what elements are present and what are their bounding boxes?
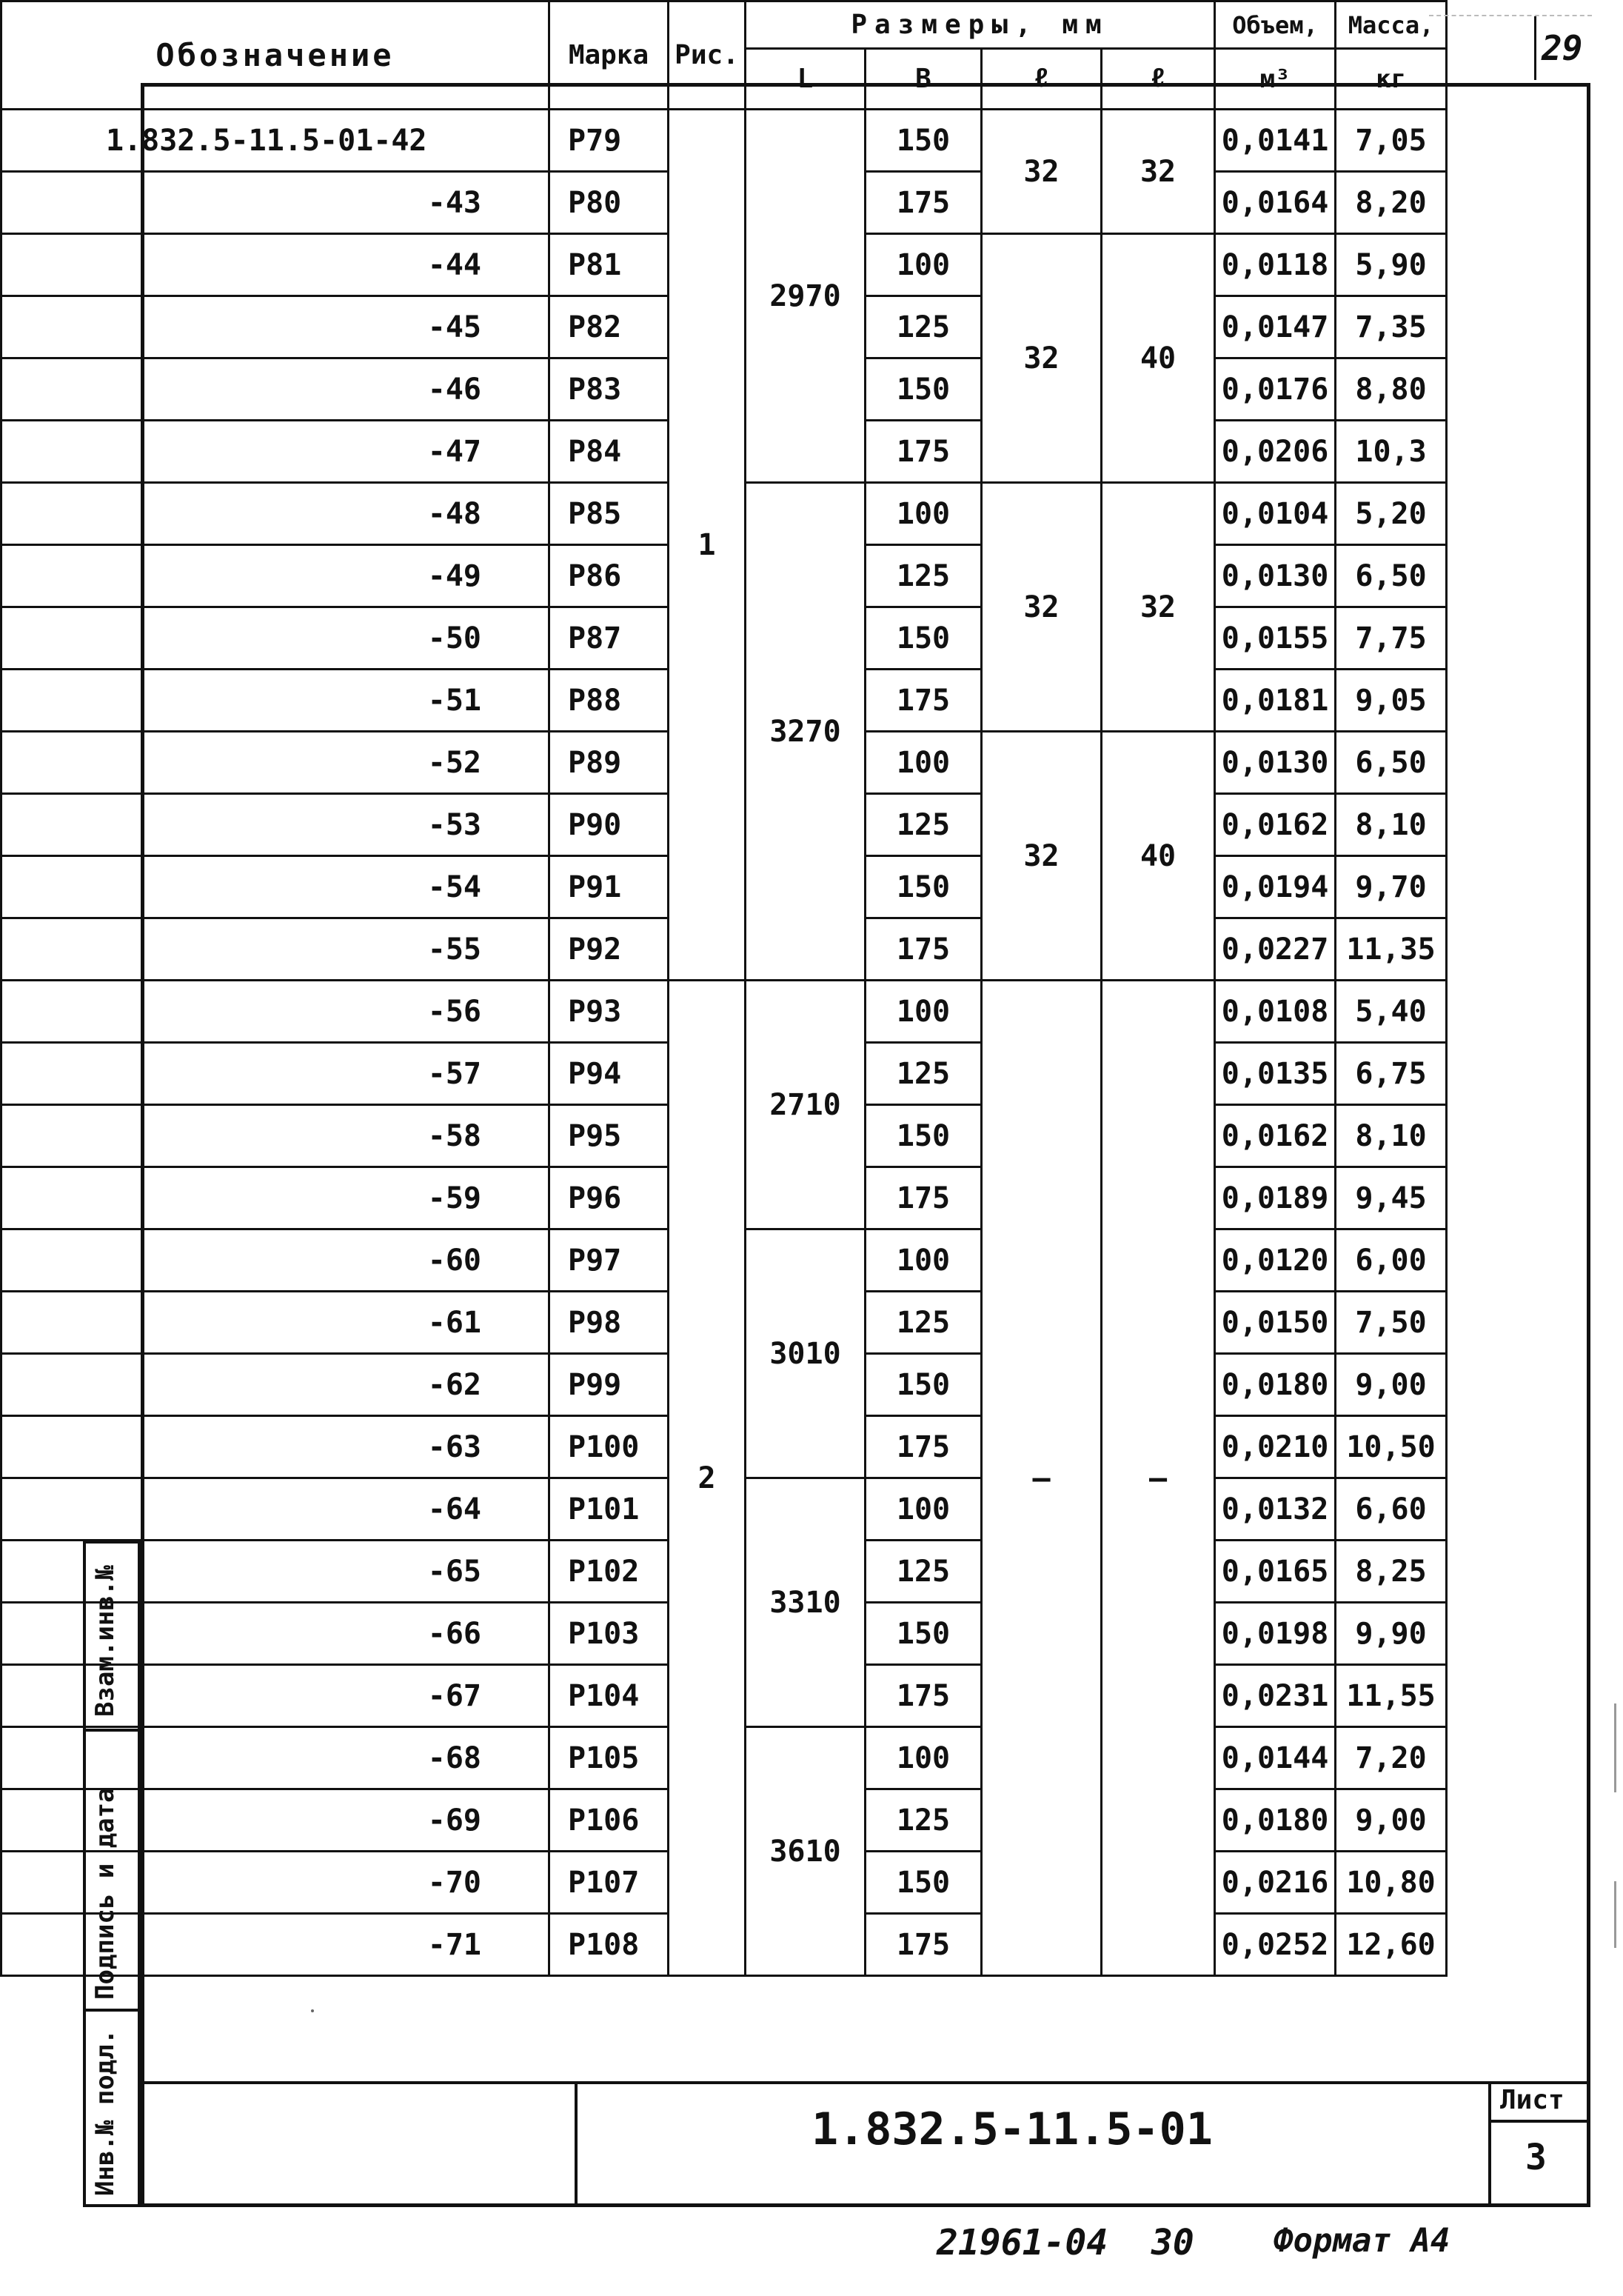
mark-cell: Р107 (549, 1852, 669, 1914)
header-mark: Марка (549, 1, 669, 110)
footer-copy: 30 (1151, 2222, 1194, 2263)
designation-cell: -70 (1, 1852, 549, 1914)
mark-cell: Р108 (549, 1914, 669, 1976)
width-cell: 125 (866, 545, 982, 607)
designation-cell: -57 (1, 1043, 549, 1105)
b-cell: 40 (1102, 732, 1215, 981)
width-cell: 175 (866, 1167, 982, 1229)
mass-cell: 8,20 (1336, 172, 1447, 234)
stamp-divider (575, 2081, 578, 2207)
mass-cell: 8,10 (1336, 1105, 1447, 1167)
designation-cell: -66 (1, 1603, 549, 1665)
designation-cell: -58 (1, 1105, 549, 1167)
length-cell: 3010 (746, 1229, 866, 1478)
header-L: L (746, 49, 866, 110)
width-cell: 175 (866, 421, 982, 483)
mass-cell: 7,50 (1336, 1292, 1447, 1354)
mark-cell: Р96 (549, 1167, 669, 1229)
volume-cell: 0,0210 (1215, 1416, 1336, 1478)
header-volume-unit: м³ (1215, 49, 1336, 110)
volume-cell: 0,0130 (1215, 545, 1336, 607)
designation-cell: -60 (1, 1229, 549, 1292)
width-cell: 125 (866, 794, 982, 856)
volume-cell: 0,0162 (1215, 1105, 1336, 1167)
width-cell: 100 (866, 1478, 982, 1541)
width-cell: 175 (866, 1665, 982, 1727)
mass-cell: 11,55 (1336, 1665, 1447, 1727)
width-cell: 175 (866, 918, 982, 981)
drawing-frame (141, 83, 1590, 2207)
width-cell: 100 (866, 732, 982, 794)
mass-cell: 7,20 (1336, 1727, 1447, 1789)
document-code: 1.832.5-11.5-01 (812, 2103, 1213, 2155)
mark-cell: Р92 (549, 918, 669, 981)
length-cell: 3270 (746, 483, 866, 981)
mark-cell: Р98 (549, 1292, 669, 1354)
header-volume: Объем, (1215, 1, 1336, 49)
figure-cell: 1 (669, 110, 746, 981)
b-cell: 40 (1102, 234, 1215, 483)
designation-cell: -50 (1, 607, 549, 670)
header-mass: Масса, (1336, 1, 1447, 49)
b-cell: — (1102, 981, 1215, 1976)
volume-cell: 0,0104 (1215, 483, 1336, 545)
volume-cell: 0,0162 (1215, 794, 1336, 856)
header-B: B (866, 49, 982, 110)
strip-replacement-inv: Взам.инв.№ (90, 1565, 120, 1717)
length-cell: 3310 (746, 1478, 866, 1727)
mass-cell: 6,50 (1336, 545, 1447, 607)
volume-cell: 0,0144 (1215, 1727, 1336, 1789)
header-mass-unit: кг (1336, 49, 1447, 110)
mark-cell: Р91 (549, 856, 669, 918)
volume-cell: 0,0227 (1215, 918, 1336, 981)
width-cell: 150 (866, 358, 982, 421)
volume-cell: 0,0155 (1215, 607, 1336, 670)
mark-cell: Р104 (549, 1665, 669, 1727)
width-cell: 175 (866, 172, 982, 234)
mark-cell: Р102 (549, 1541, 669, 1603)
header-figure: Рис. (669, 1, 746, 110)
mark-cell: Р81 (549, 234, 669, 296)
length-cell: 2710 (746, 981, 866, 1229)
volume-cell: 0,0231 (1215, 1665, 1336, 1727)
width-cell: 175 (866, 1416, 982, 1478)
mass-cell: 10,3 (1336, 421, 1447, 483)
designation-cell: -65 (1, 1541, 549, 1603)
mass-cell: 11,35 (1336, 918, 1447, 981)
volume-cell: 0,0176 (1215, 358, 1336, 421)
designation-cell: -56 (1, 981, 549, 1043)
designation-cell: -68 (1, 1727, 549, 1789)
volume-cell: 0,0120 (1215, 1229, 1336, 1292)
stamp-top-rule (141, 2081, 1590, 2084)
mark-cell: Р88 (549, 670, 669, 732)
designation-cell: -61 (1, 1292, 549, 1354)
width-cell: 150 (866, 1354, 982, 1416)
mass-cell: 5,40 (1336, 981, 1447, 1043)
designation-cell: -49 (1, 545, 549, 607)
length-cell: 2970 (746, 110, 866, 483)
mark-cell: Р79 (549, 110, 669, 172)
figure-cell: 2 (669, 981, 746, 1976)
width-cell: 125 (866, 296, 982, 358)
volume-cell: 0,0135 (1215, 1043, 1336, 1105)
mark-cell: Р100 (549, 1416, 669, 1478)
mass-cell: 9,45 (1336, 1167, 1447, 1229)
header-dimensions: Размеры, мм (746, 1, 1215, 49)
mass-cell: 6,60 (1336, 1478, 1447, 1541)
mass-cell: 9,90 (1336, 1603, 1447, 1665)
designation-cell: -69 (1, 1789, 549, 1852)
mass-cell: 12,60 (1336, 1914, 1447, 1976)
designation-cell: -59 (1, 1167, 549, 1229)
width-cell: 150 (866, 110, 982, 172)
mass-cell: 7,05 (1336, 110, 1447, 172)
mark-cell: Р105 (549, 1727, 669, 1789)
mark-cell: Р90 (549, 794, 669, 856)
width-cell: 100 (866, 483, 982, 545)
width-cell: 100 (866, 234, 982, 296)
width-cell: 125 (866, 1292, 982, 1354)
mass-cell: 10,50 (1336, 1416, 1447, 1478)
mark-cell: Р103 (549, 1603, 669, 1665)
designation-cell: -44 (1, 234, 549, 296)
l-cell: 32 (982, 110, 1102, 234)
header-l: ℓ (982, 49, 1102, 110)
mass-cell: 9,05 (1336, 670, 1447, 732)
volume-cell: 0,0132 (1215, 1478, 1336, 1541)
mass-cell: 8,25 (1336, 1541, 1447, 1603)
mass-cell: 6,50 (1336, 732, 1447, 794)
mark-cell: Р82 (549, 296, 669, 358)
volume-cell: 0,0165 (1215, 1541, 1336, 1603)
footer-format: Формат А4 (1274, 2222, 1450, 2260)
page-number: 29 (1542, 28, 1583, 68)
l-cell: 32 (982, 732, 1102, 981)
mark-cell: Р94 (549, 1043, 669, 1105)
mark-cell: Р95 (549, 1105, 669, 1167)
mass-cell: 9,00 (1336, 1789, 1447, 1852)
l-cell: — (982, 981, 1102, 1976)
width-cell: 125 (866, 1043, 982, 1105)
width-cell: 100 (866, 981, 982, 1043)
header-designation: Обозначение (1, 1, 549, 110)
designation-cell: -53 (1, 794, 549, 856)
volume-cell: 0,0252 (1215, 1914, 1336, 1976)
mark-cell: Р101 (549, 1478, 669, 1541)
strip-inv-original: Инв.№ подл. (90, 2029, 120, 2196)
designation-cell: -47 (1, 421, 549, 483)
mass-cell: 10,80 (1336, 1852, 1447, 1914)
designation-cell: -71 (1, 1914, 549, 1976)
volume-cell: 0,0181 (1215, 670, 1336, 732)
strip-signature-date: Подпись и дата (90, 1787, 120, 2000)
l-cell: 32 (982, 234, 1102, 483)
scan-edge-mark (1614, 1703, 1616, 1792)
mass-cell: 7,35 (1336, 296, 1447, 358)
mark-cell: Р87 (549, 607, 669, 670)
page-number-rule (1534, 16, 1536, 80)
mass-cell: 5,20 (1336, 483, 1447, 545)
width-cell: 125 (866, 1789, 982, 1852)
b-cell: 32 (1102, 110, 1215, 234)
mark-cell: Р106 (549, 1789, 669, 1852)
volume-cell: 0,0150 (1215, 1292, 1336, 1354)
volume-cell: 0,0130 (1215, 732, 1336, 794)
volume-cell: 0,0141 (1215, 110, 1336, 172)
designation-cell: -55 (1, 918, 549, 981)
width-cell: 150 (866, 1852, 982, 1914)
width-cell: 100 (866, 1229, 982, 1292)
mass-cell: 6,00 (1336, 1229, 1447, 1292)
volume-cell: 0,0118 (1215, 234, 1336, 296)
designation-cell: -43 (1, 172, 549, 234)
width-cell: 150 (866, 1105, 982, 1167)
designation-cell: -52 (1, 732, 549, 794)
l-cell: 32 (982, 483, 1102, 732)
volume-cell: 0,0206 (1215, 421, 1336, 483)
mark-cell: Р86 (549, 545, 669, 607)
designation-cell: -67 (1, 1665, 549, 1727)
mark-cell: Р97 (549, 1229, 669, 1292)
designation-cell: -46 (1, 358, 549, 421)
scan-edge-mark (1614, 1881, 1616, 1948)
mark-cell: Р84 (549, 421, 669, 483)
designation-cell: 1.832.5-11.5-01-42 (1, 110, 549, 172)
designation-cell: -64 (1, 1478, 549, 1541)
volume-cell: 0,0194 (1215, 856, 1336, 918)
volume-cell: 0,0216 (1215, 1852, 1336, 1914)
mark-cell: Р99 (549, 1354, 669, 1416)
width-cell: 175 (866, 670, 982, 732)
b-cell: 32 (1102, 483, 1215, 732)
volume-cell: 0,0180 (1215, 1789, 1336, 1852)
volume-cell: 0,0198 (1215, 1603, 1336, 1665)
mass-cell: 6,75 (1336, 1043, 1447, 1105)
top-edge-marks (1429, 15, 1592, 18)
width-cell: 100 (866, 1727, 982, 1789)
width-cell: 150 (866, 1603, 982, 1665)
designation-cell: -45 (1, 296, 549, 358)
designation-cell: -54 (1, 856, 549, 918)
sheet-box-rule (1488, 2120, 1590, 2123)
mark-cell: Р83 (549, 358, 669, 421)
mass-cell: 8,80 (1336, 358, 1447, 421)
designation-cell: -62 (1, 1354, 549, 1416)
mark-cell: Р93 (549, 981, 669, 1043)
mass-cell: 8,10 (1336, 794, 1447, 856)
width-cell: 175 (866, 1914, 982, 1976)
scan-speck (311, 2009, 314, 2012)
mass-cell: 9,00 (1336, 1354, 1447, 1416)
mass-cell: 5,90 (1336, 234, 1447, 296)
mark-cell: Р85 (549, 483, 669, 545)
mass-cell: 7,75 (1336, 607, 1447, 670)
mass-cell: 9,70 (1336, 856, 1447, 918)
volume-cell: 0,0108 (1215, 981, 1336, 1043)
sheet-number: 3 (1525, 2137, 1547, 2178)
footer-number: 21961-04 (937, 2222, 1108, 2263)
volume-cell: 0,0180 (1215, 1354, 1336, 1416)
designation-cell: -51 (1, 670, 549, 732)
length-cell: 3610 (746, 1727, 866, 1976)
volume-cell: 0,0147 (1215, 296, 1336, 358)
sheet-label: Лист (1500, 2085, 1565, 2115)
width-cell: 150 (866, 607, 982, 670)
width-cell: 125 (866, 1541, 982, 1603)
designation-cell: -48 (1, 483, 549, 545)
mark-cell: Р89 (549, 732, 669, 794)
volume-cell: 0,0164 (1215, 172, 1336, 234)
width-cell: 150 (866, 856, 982, 918)
volume-cell: 0,0189 (1215, 1167, 1336, 1229)
designation-cell: -63 (1, 1416, 549, 1478)
header-b: ℓ (1102, 49, 1215, 110)
mark-cell: Р80 (549, 172, 669, 234)
